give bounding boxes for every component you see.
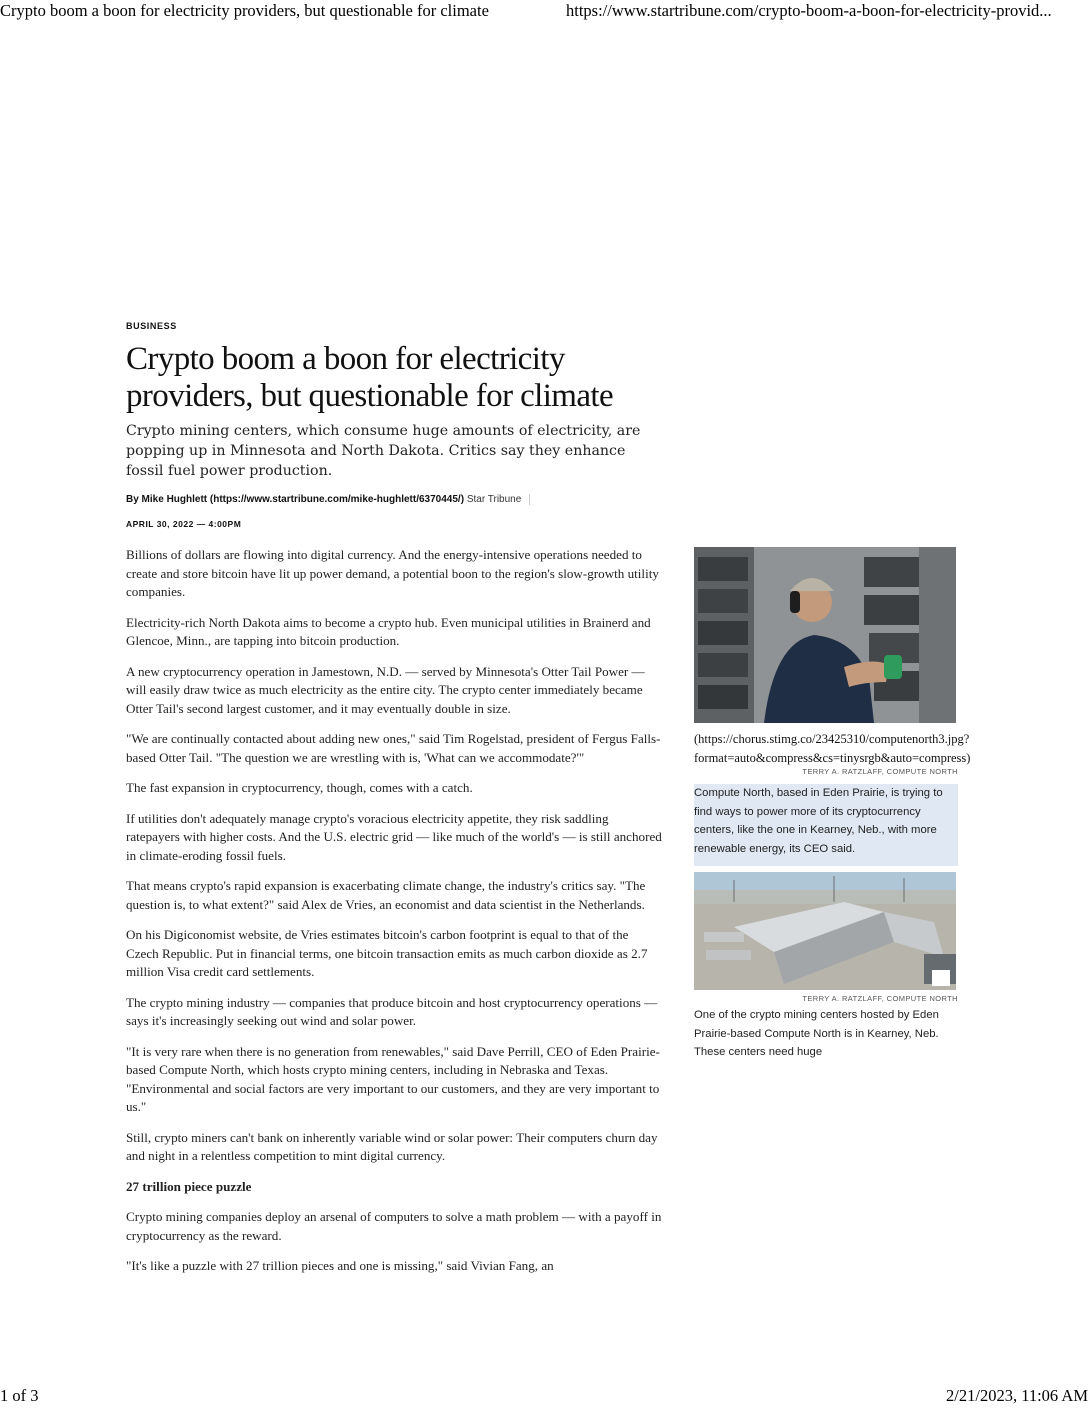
byline-author-link[interactable]: By Mike Hughlett (https://www.startribune.com/mike-hughlett/6370445/) xyxy=(126,494,465,505)
article-paragraph: That means crypto's rapid expansion is exacerbating climate change, the industry's critics say. "The question is, to what extent?" said Alex de Vries, an economist and data scientist in the Netherlands. xyxy=(126,878,646,912)
article-headline: Crypto boom a boon for electricity providers, but questionable for climate xyxy=(126,341,614,414)
article-paragraph: The fast expansion in cryptocurrency, though, comes with a catch. xyxy=(126,780,473,795)
article-subhead: 27 trillion piece puzzle xyxy=(126,1178,252,1194)
photo-sidebar xyxy=(694,547,971,1062)
article-paragraph: "We are continually contacted about adding new ones," said Tim Rogelstad, president of Fergus Falls-based Otter Tail. "The question we are wrestling with is, 'What can we accommodate?'" xyxy=(126,731,661,765)
byline xyxy=(126,494,606,505)
article-paragraph: Crypto mining companies deploy an arsenal of computers to solve a math problem — with a payoff in cryptocurrency as the reward. xyxy=(126,1209,662,1243)
print-footer-datetime: 2/21/2023, 11:06 AM xyxy=(946,1386,1088,1405)
article-paragraph: Billions of dollars are flowing into digital currency. And the energy-intensive operations needed to create and store bitcoin have lit up power demand, a potential boon to the region's slow-growth utility companies. xyxy=(126,547,659,599)
photo-mining-center-aerial[interactable] xyxy=(694,872,956,990)
photo-caption: Compute North, based in Eden Prairie, is trying to find ways to power more of its cryptocurrency centers, like the one in Kearney, Neb., with more renewable energy, its CEO said. xyxy=(694,784,958,866)
print-header-title: Crypto boom a boon for electricity providers, but questionable for climate xyxy=(0,1,489,20)
photo-credit: TERRY A. RATZLAFF, COMPUTE NORTH xyxy=(802,767,958,776)
article-paragraph: Still, crypto miners can't bank on inherently variable wind or solar power: Their computers churn day and night in a relentless competition to mint digital currency. xyxy=(126,1129,658,1163)
article-paragraph: A new cryptocurrency operation in Jamestown, N.D. — served by Minnesota's Otter Tail Power — will easily draw twice as much electricity as the entire city. The crypto center immediately became Otter Tail's second largest customer, and it may eventually double in size. xyxy=(126,663,645,716)
publish-date: APRIL 30, 2022 — 4:00PM xyxy=(126,519,242,529)
article-body xyxy=(126,546,662,1288)
photo-credit: TERRY A. RATZLAFF, COMPUTE NORTH xyxy=(802,994,958,1003)
print-header-url[interactable]: https://www.startribune.com/crypto-boom-a-boon-for-electricity-provid... xyxy=(566,1,1052,20)
article-paragraph: If utilities don't adequately manage crypto's voracious electricity appetite, they risk saddling ratepayers with higher costs. And the U.S. electric grid — like much of the world's — is still anchored in climate-eroding fossil fuels. xyxy=(126,810,662,863)
byline-outlet: Star Tribune xyxy=(467,494,530,505)
article-paragraph: The crypto mining industry — companies that produce bitcoin and host cryptocurrency operations — says it's increasingly seeking out wind and solar power. xyxy=(126,994,658,1028)
print-footer-page: 1 of 3 xyxy=(0,1386,39,1405)
article-dek: Crypto mining centers, which consume huge amounts of electricity, are popping up in Minnesota and North Dakota. Critics say they enhance fossil fuel power production. xyxy=(126,423,641,479)
photo-caption: One of the crypto mining centers hosted by Eden Prairie-based Compute North is in Kearney, Neb. These centers need huge xyxy=(694,1009,939,1058)
article-paragraph: "It is very rare when there is no generation from renewables," said Dave Perrill, CEO of Eden Prairie-based Compute North, which hosts crypto mining centers, including in Nebraska and Texas. "Environmental and social factors are very important to our customers, and they are very important to us." xyxy=(126,1043,660,1114)
article-paragraph: "It's like a puzzle with 27 trillion pieces and one is missing," said Vivian Fang, an xyxy=(126,1258,554,1273)
section-label[interactable]: BUSINESS xyxy=(126,321,177,331)
article-paragraph: On his Digiconomist website, de Vries estimates bitcoin's carbon footprint is equal to that of the Czech Republic. Put in financial terms, one bitcoin transaction emits as much carbon dioxide as 2.7 million Visa credit card settlements. xyxy=(126,927,648,979)
article-paragraph: Electricity-rich North Dakota aims to become a crypto hub. Even municipal utilities in Brainerd and Glencoe, Minn., are tapping into bitcoin production. xyxy=(126,614,651,648)
photo-technician-server-rack[interactable] xyxy=(694,547,956,723)
photo-source-link[interactable]: (https://chorus.stimg.co/23425310/computenorth3.jpg?format=auto&compress&cs=tinysrgb&auto=compress) xyxy=(694,732,971,765)
